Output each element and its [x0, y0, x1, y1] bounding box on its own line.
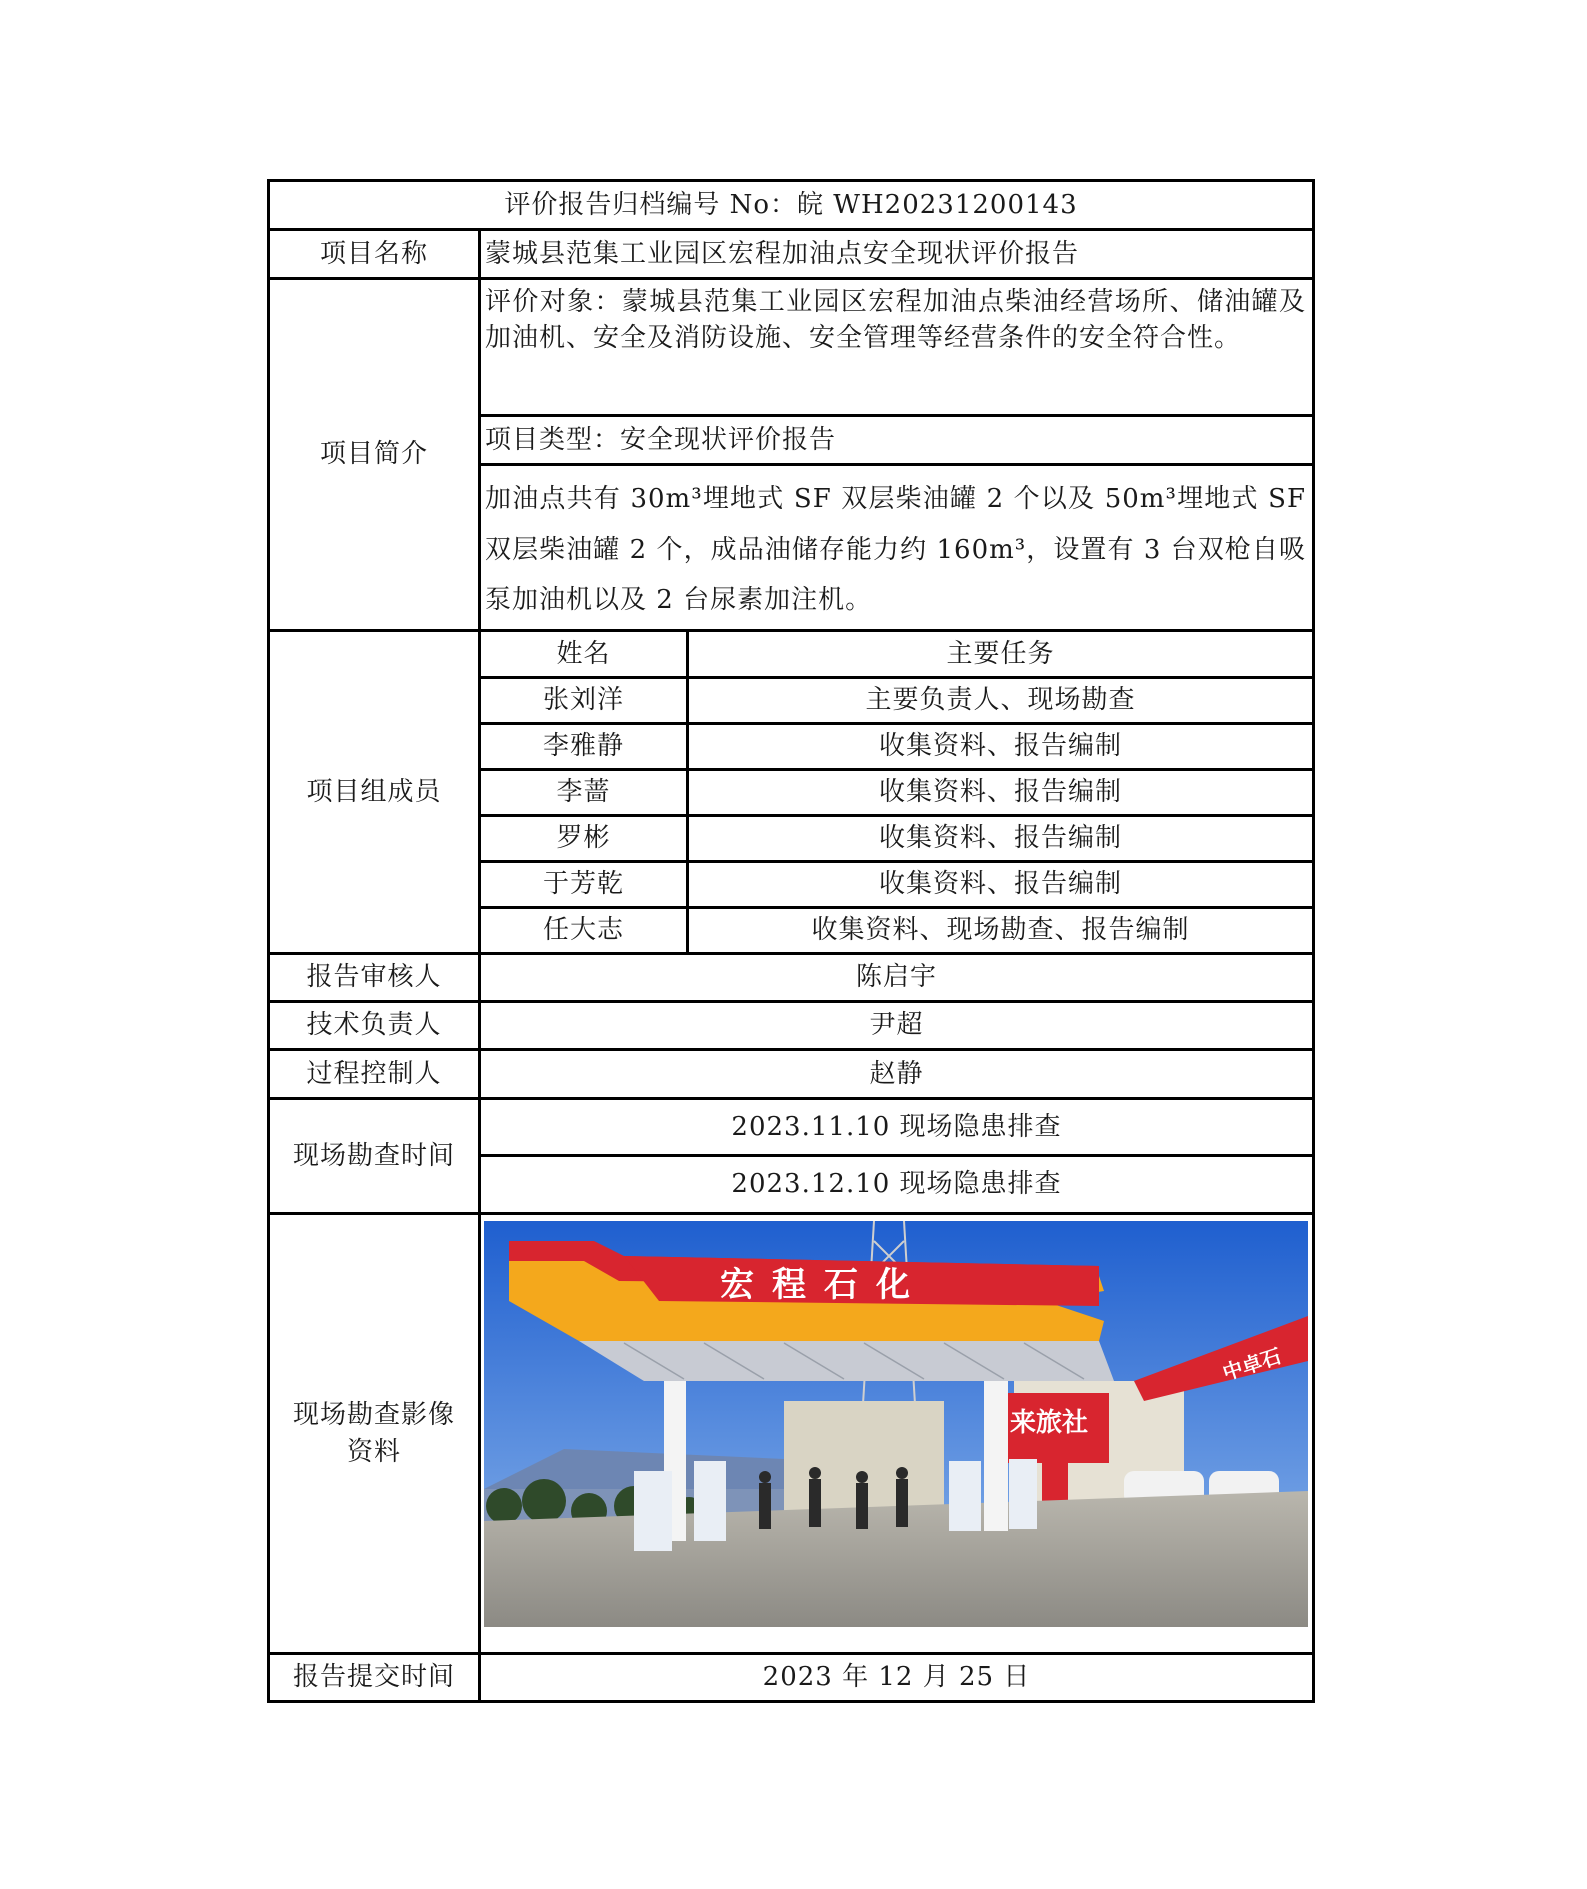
archive-number: 评价报告归档编号 No：皖 WH20231200143 [504, 189, 1078, 220]
submit-time-value: 2023 年 12 月 25 日 [762, 1662, 1031, 1693]
member-task: 主要负责人、现场勘查 [865, 685, 1136, 716]
reviewer-value: 陈启宇 [855, 962, 937, 993]
archive-form-table [267, 179, 1315, 1703]
member-name: 张刘洋 [542, 685, 624, 716]
member-name: 于芳乾 [542, 869, 624, 900]
submit-time-label: 报告提交时间 [292, 1662, 455, 1693]
canopy-sign-text: 宏程石化 [720, 1265, 928, 1305]
fuel-dispenser [949, 1461, 981, 1531]
gas-station-photo [484, 1221, 1308, 1627]
survey-images-label [270, 1215, 478, 1652]
member-task: 收集资料、报告编制 [878, 731, 1122, 762]
pillar [984, 1381, 1008, 1531]
member-name: 李蔷 [556, 777, 611, 808]
members-col-name: 姓名 [556, 638, 611, 669]
fuel-dispenser [634, 1471, 672, 1551]
project-type: 项目类型：安全现状评价报告 [485, 424, 837, 455]
survey-time-entry: 2023.11.10 现场隐患排查 [731, 1111, 1062, 1142]
survey-time-entry: 2023.12.10 现场隐患排查 [731, 1169, 1062, 1200]
survey-images-label-line2: 资料 [346, 1436, 401, 1467]
member-task: 收集资料、报告编制 [878, 777, 1122, 808]
canopy-underside [579, 1341, 1114, 1381]
tech-lead-value: 尹超 [869, 1010, 924, 1041]
fuel-dispenser [1009, 1459, 1037, 1529]
neighbor-canopy-text: 中卓石 [1219, 1343, 1285, 1386]
member-name: 任大志 [542, 915, 624, 946]
member-task: 收集资料、报告编制 [878, 869, 1122, 900]
process-control-label: 过程控制人 [306, 1058, 442, 1089]
process-control-value: 赵静 [869, 1058, 924, 1089]
tech-lead-label: 技术负责人 [306, 1010, 442, 1041]
survey-time-label: 现场勘查时间 [292, 1140, 455, 1171]
evaluation-object: 评价对象：蒙城县范集工业园区宏程加油点柴油经营场所、储油罐及加油机、安全及消防设施、安全管理等经营条件的安全符合性。 [485, 287, 1306, 354]
member-name: 罗彬 [556, 823, 611, 854]
member-task: 收集资料、现场勘查、报告编制 [811, 915, 1190, 946]
row-divider [481, 463, 1312, 466]
fuel-dispenser [694, 1461, 726, 1541]
member-task: 收集资料、报告编制 [878, 823, 1122, 854]
gas-station-illustration [484, 1221, 1308, 1627]
survey-images-label-line1: 现场勘查影像 [292, 1400, 455, 1431]
members-label: 项目组成员 [306, 776, 442, 807]
member-name: 李雅静 [542, 731, 624, 762]
hotel-sign-text: 来旅社 [1009, 1408, 1089, 1438]
project-name-label: 项目名称 [319, 238, 428, 269]
project-description: 加油点共有 30m³埋地式 SF 双层柴油罐 2 个以及 50m³埋地式 SF 双层柴油罐 2 个，成品油储存能力约 160m³，设置有 3 台双枪自吸泵加油机以及 2 台尿素加注机。 [485, 484, 1306, 616]
reviewer-label: 报告审核人 [306, 962, 442, 993]
project-name-value: 蒙城县范集工业园区宏程加油点安全现状评价报告 [485, 238, 1080, 269]
members-col-task: 主要任务 [946, 638, 1055, 669]
project-intro-label: 项目简介 [319, 439, 428, 470]
